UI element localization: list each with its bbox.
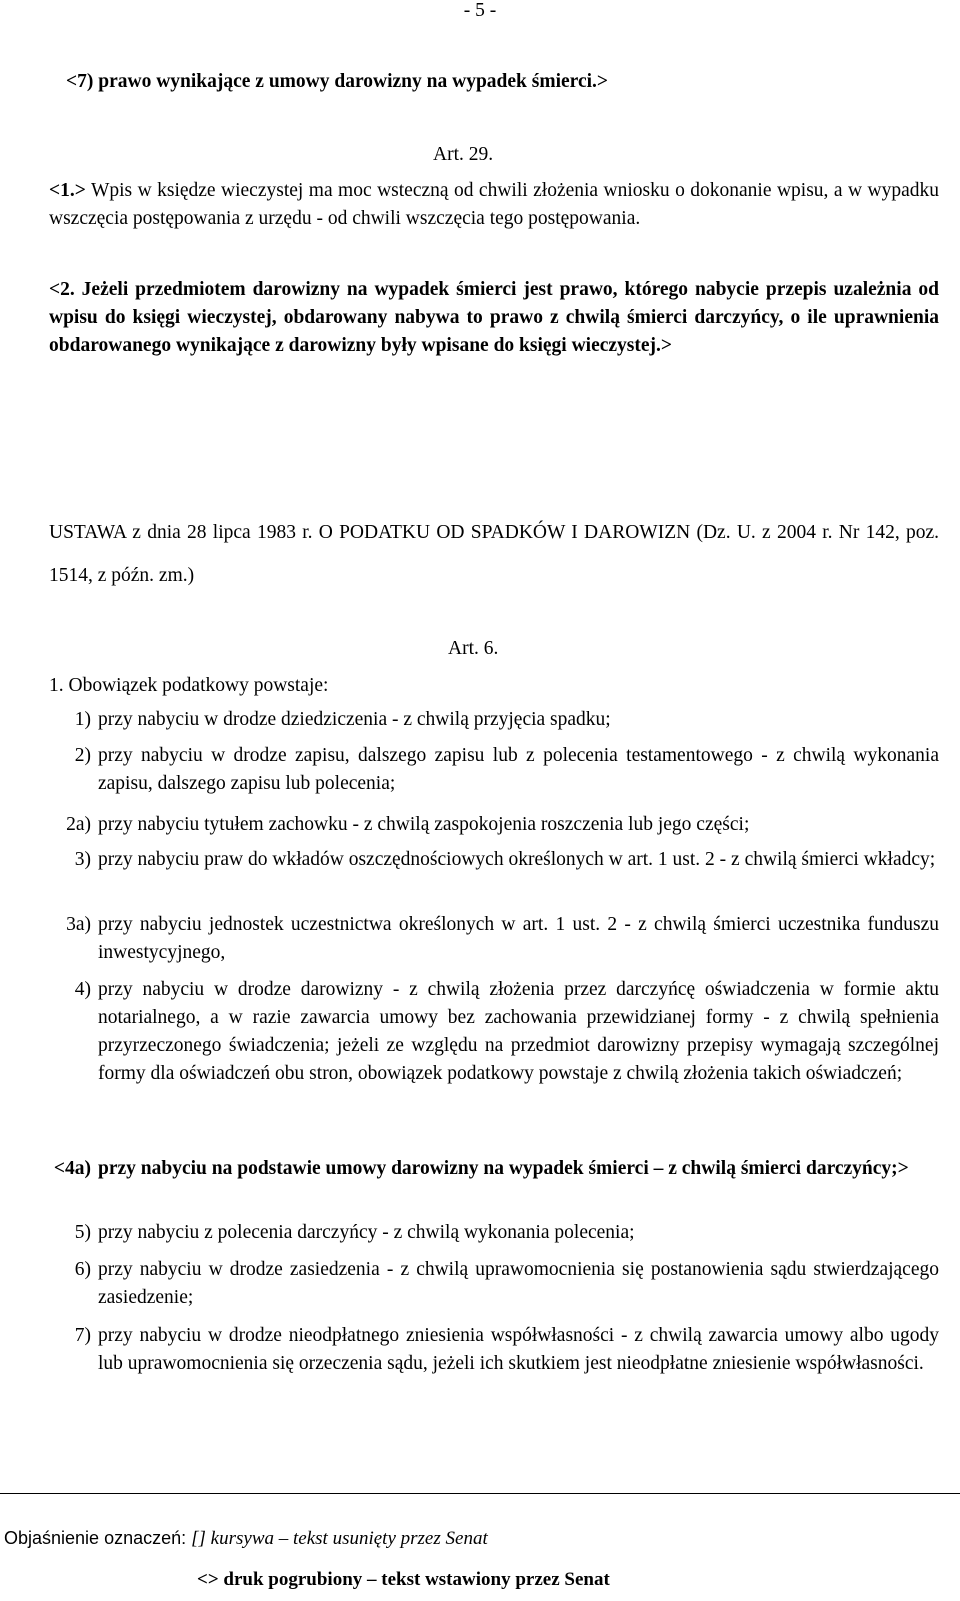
list-item-number: 2a) <box>66 814 91 835</box>
footer-divider <box>0 1493 960 1494</box>
list-item <box>49 1219 939 1247</box>
article-29-paragraph-2: <2. Jeżeli przedmiotem darowizny na wypadek śmierci jest prawo, którego nabycie przepis uzależnia od wpisu do księgi wieczystej, obdarowany nabywa to prawo z chwilą śmierci darczyńcy, o ile uprawnienia obdarowanego wynikające z darowizny były wpisane do księgi wieczystej.> <box>49 279 939 356</box>
article-29-paragraph-1 <box>49 177 939 233</box>
list-item-text: przy nabyciu w drodze zapisu, dalszego zapisu lub z polecenia testamentowego - z chwilą wykonania zapisu, dalszego zapisu lub polecenia; <box>98 745 939 794</box>
list-item-number: 5) <box>74 1222 91 1243</box>
page-number: - 5 - <box>463 0 497 21</box>
legend-line <box>4 1524 488 1553</box>
legend-bold: <> druk pogrubiony – tekst wstawiony przez Senat <box>197 1569 610 1590</box>
inserted-item-7: <7) prawo wynikające z umowy darowizny na wypadek śmierci.> <box>66 71 609 92</box>
list-item-number: 7) <box>74 1325 91 1346</box>
act-reference: USTAWA z dnia 28 lipca 1983 r. O PODATKU OD SPADKÓW I DAROWIZN (Dz. U. z 2004 r. Nr 142, poz. 1514, z późn. zm.) <box>49 522 939 586</box>
list-item-text: przy nabyciu tytułem zachowku - z chwilą zaspokojenia roszczenia lub jego części; <box>98 814 750 835</box>
list-item-text: przy nabyciu w drodze zasiedzenia - z chwilą uprawomocnienia się postanowienia sądu stwierdzającego zasiedzenie; <box>98 1259 939 1308</box>
list-item-text: przy nabyciu w drodze nieodpłatnego zniesienia współwłasności - z chwilą zawarcia umowy albo ugody lub uprawomocnienia się orzeczenia sądu, jeżeli ich skutkiem jest nieodpłatne zniesienie współwłasności. <box>98 1325 939 1374</box>
list-item <box>49 742 939 798</box>
article-29-heading: Art. 29. <box>433 144 494 165</box>
legend-label: Objaśnienie oznaczeń: <box>4 1528 187 1548</box>
list-item-number: 3) <box>74 849 91 870</box>
list-item <box>49 1155 939 1183</box>
list-item-text: przy nabyciu w drodze dziedziczenia - z chwilą przyjęcia spadku; <box>98 709 611 730</box>
list-item-number: 3a) <box>66 914 91 935</box>
paragraph-1-text: Wpis w księdze wieczystej ma moc wsteczną od chwili złożenia wniosku o dokonanie wpisu, a w wypadku wszczęcia postępowania z urzędu - od chwili wszczęcia tego postępowania. <box>49 180 939 229</box>
list-item <box>49 706 939 734</box>
list-item-text: przy nabyciu praw do wkładów oszczędnościowych określonych w art. 1 ust. 2 - z chwilą śmierci wkładcy; <box>98 849 936 870</box>
article-6-heading: Art. 6. <box>448 638 499 659</box>
list-item-text: przy nabyciu z polecenia darczyńcy - z chwilą wykonania polecenia; <box>98 1222 635 1243</box>
list-item-number: <4a) <box>53 1158 91 1179</box>
list-item-text: przy nabyciu na podstawie umowy darowizny na wypadek śmierci – z chwilą śmierci darczyńcy;> <box>98 1158 909 1179</box>
paragraph-1-marker: <1.> <box>49 180 86 201</box>
list-item-number: 4) <box>74 979 91 1000</box>
list-item <box>49 1256 939 1312</box>
list-item-number: 2) <box>74 745 91 766</box>
article-6-intro: 1. Obowiązek podatkowy powstaje: <box>49 675 329 696</box>
list-item <box>49 811 939 839</box>
list-item <box>49 1322 939 1378</box>
list-item <box>49 911 939 967</box>
legend-italic: [] kursywa – tekst usunięty przez Senat <box>191 1528 488 1549</box>
list-item-number: 6) <box>74 1259 91 1280</box>
list-item-number: 1) <box>74 709 91 730</box>
list-item <box>49 846 939 874</box>
list-item-text: przy nabyciu w drodze darowizny - z chwilą złożenia przez darczyńcę oświadczenia w formie aktu notarialnego, a w razie zawarcia umowy bez zachowania przewidzianej formy - z chwilą spełnienia przyrzeczonego świadczenia; jeżeli ze względu na przedmiot darowizny przepisy wymagają szczególnej formy dla oświadczeń obu stron, obowiązek podatkowy powstaje z chwilą złożenia takich oświadczeń; <box>98 979 939 1084</box>
list-item-text: przy nabyciu jednostek uczestnictwa określonych w art. 1 ust. 2 - z chwilą śmierci uczestnika funduszu inwestycyjnego, <box>98 914 939 963</box>
list-item <box>49 976 939 1088</box>
